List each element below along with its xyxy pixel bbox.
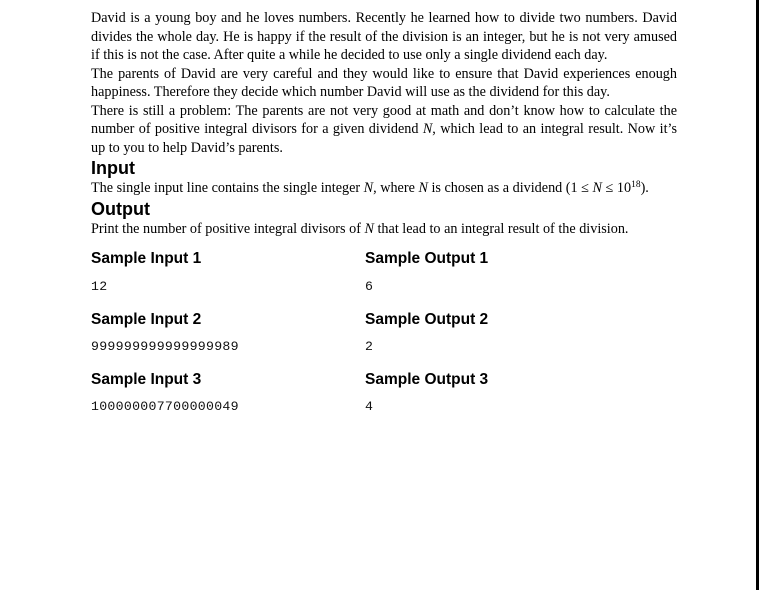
page-border-line <box>756 0 759 590</box>
variable-n: N <box>363 180 374 196</box>
sample-output-value: 6 <box>365 279 374 294</box>
sample-input-value: 12 <box>91 279 108 294</box>
input-text: ≤ 10 <box>601 180 632 196</box>
sample-input-value: 999999999999999989 <box>91 339 239 354</box>
input-text: ). <box>640 180 649 196</box>
problem-content <box>91 9 677 425</box>
samples-table <box>91 250 677 425</box>
statement-paragraph-3 <box>91 102 677 158</box>
input-text: is chosen as a dividend (1 ≤ <box>427 180 593 196</box>
sample-output-label: Sample Output 1 <box>365 250 489 267</box>
input-text: , where <box>373 180 419 196</box>
variable-n: N <box>592 180 602 196</box>
statement-text: There is still a problem: The parents are not very good at math and don’t know how to calculate the number of positive integral divisors for a given dividend <box>91 102 677 137</box>
sample-input-label: Sample Input 2 <box>91 311 202 328</box>
statement-paragraph-1: David is a young boy and he loves numbers. Recently he learned how to divide two numbers. David divides the whole day. He is happy if the result of the division is an integer, but he is not very amused if this is not the case. After quite a while he decided to use only a single dividend each day. <box>91 10 677 63</box>
sample-output-value: 4 <box>365 399 374 414</box>
sample-output-label: Sample Output 3 <box>365 371 489 388</box>
output-text: that lead to an integral result of the division. <box>373 220 629 237</box>
output-heading: Output <box>91 198 150 219</box>
statement-text: , which lead to an integral result. Now it’s up to you to help David’s parents. <box>91 121 677 156</box>
sample-input-label: Sample Input 1 <box>91 250 202 267</box>
statement-paragraph-2: The parents of David are very careful and they would like to ensure that David experiences enough happiness. Therefore they decide which number David will use as the dividend for this day. <box>91 65 677 100</box>
sample-input-label: Sample Input 3 <box>91 371 202 388</box>
variable-n: N <box>364 220 374 237</box>
sample-output-label: Sample Output 2 <box>365 311 489 328</box>
sample-output-value: 2 <box>365 339 374 354</box>
output-text: Print the number of positive integral divisors of <box>91 220 365 237</box>
input-text: The single input line contains the single integer <box>91 180 364 196</box>
output-description <box>91 220 677 239</box>
input-description <box>91 179 677 198</box>
input-heading: Input <box>91 158 135 178</box>
variable-n: N <box>422 121 433 137</box>
exponent: 18 <box>631 180 641 190</box>
variable-n: N <box>418 180 428 196</box>
sample-input-value: 100000007700000049 <box>91 399 239 414</box>
